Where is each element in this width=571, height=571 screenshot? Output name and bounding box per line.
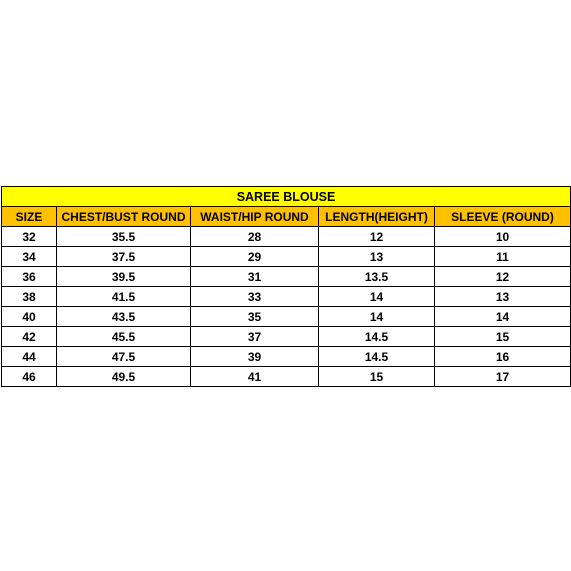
table-row (2, 227, 571, 247)
table-cell: 12 (435, 267, 571, 287)
table-cell: 13.5 (319, 267, 435, 287)
table-cell: 36 (2, 267, 57, 287)
table-cell: 10 (435, 227, 571, 247)
table-cell: 35 (191, 307, 319, 327)
table-cell: 41.5 (57, 287, 191, 307)
table-cell: 14 (435, 307, 571, 327)
table-cell: 28 (191, 227, 319, 247)
table-cell: 39 (191, 347, 319, 367)
table-cell: 41 (191, 367, 319, 387)
table-row (2, 367, 571, 387)
table-row (2, 287, 571, 307)
table-cell: 34 (2, 247, 57, 267)
table-row (2, 307, 571, 327)
column-header-chest: CHEST/BUST ROUND (57, 207, 191, 227)
column-header-waist: WAIST/HIP ROUND (191, 207, 319, 227)
table-cell: 14.5 (319, 347, 435, 367)
table-cell: 14 (319, 307, 435, 327)
table-cell: 47.5 (57, 347, 191, 367)
table-cell: 14 (319, 287, 435, 307)
table-cell: 43.5 (57, 307, 191, 327)
table-cell: 46 (2, 367, 57, 387)
column-header-sleeve: SLEEVE (ROUND) (435, 207, 571, 227)
column-header-length: LENGTH(HEIGHT) (319, 207, 435, 227)
table-row (2, 327, 571, 347)
table-cell: 17 (435, 367, 571, 387)
table-row (2, 247, 571, 267)
table-cell: 44 (2, 347, 57, 367)
table-cell: 11 (435, 247, 571, 267)
size-chart-sheet (1, 186, 570, 387)
table-cell: 42 (2, 327, 57, 347)
table-cell: 39.5 (57, 267, 191, 287)
table-cell: 13 (435, 287, 571, 307)
size-chart-table (1, 186, 571, 387)
table-cell: 38 (2, 287, 57, 307)
column-header-size: SIZE (2, 207, 57, 227)
table-cell: 33 (191, 287, 319, 307)
table-cell: 40 (2, 307, 57, 327)
header-row (2, 207, 571, 227)
table-cell: 15 (319, 367, 435, 387)
table-cell: 14.5 (319, 327, 435, 347)
table-row (2, 347, 571, 367)
table-cell: 32 (2, 227, 57, 247)
title-row (2, 187, 571, 207)
table-cell: 37 (191, 327, 319, 347)
table-cell: 45.5 (57, 327, 191, 347)
table-cell: 29 (191, 247, 319, 267)
table-cell: 15 (435, 327, 571, 347)
table-row (2, 267, 571, 287)
table-cell: 31 (191, 267, 319, 287)
table-cell: 12 (319, 227, 435, 247)
table-cell: 37.5 (57, 247, 191, 267)
table-cell: 35.5 (57, 227, 191, 247)
table-cell: 13 (319, 247, 435, 267)
table-title: SAREE BLOUSE (2, 187, 571, 207)
table-cell: 16 (435, 347, 571, 367)
table-cell: 49.5 (57, 367, 191, 387)
